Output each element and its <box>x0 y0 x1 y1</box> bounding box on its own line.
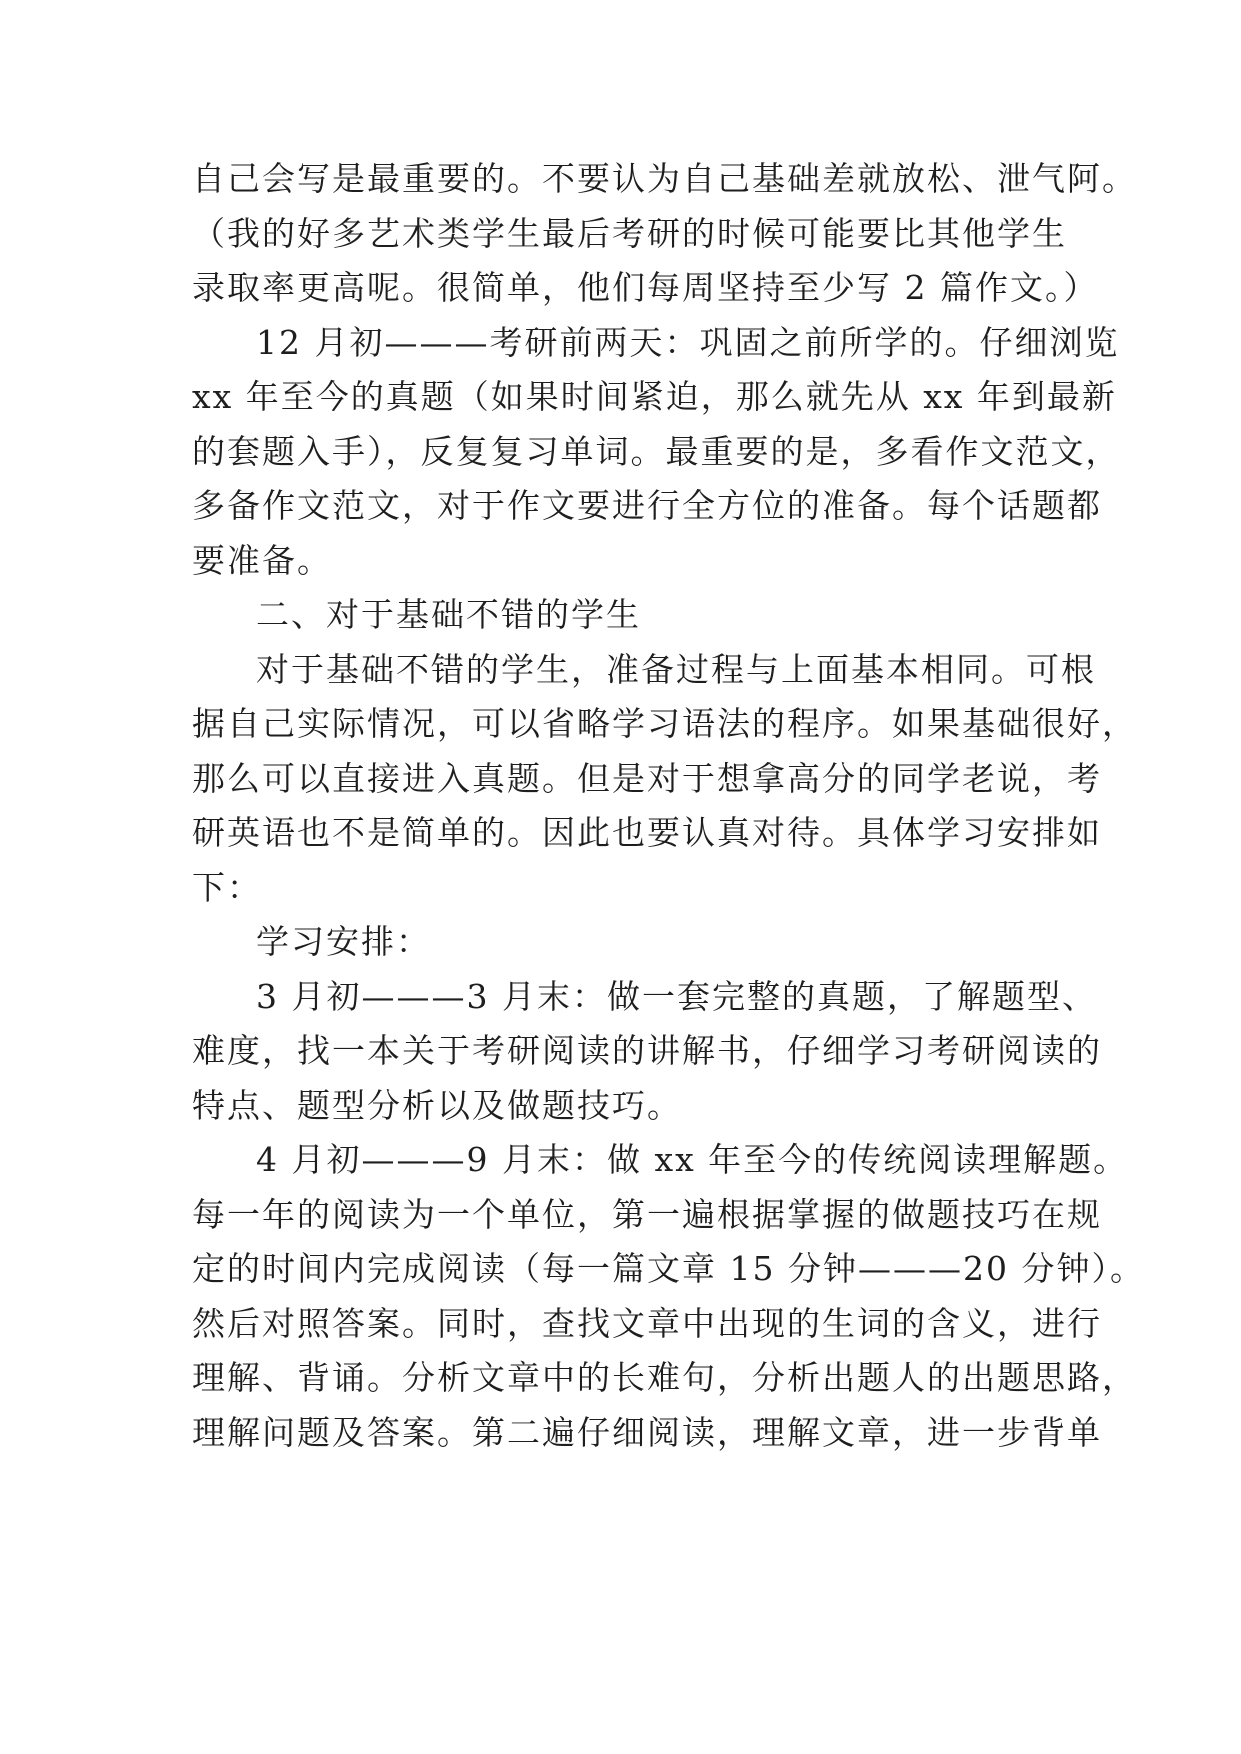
text-line: 多备作文范文，对于作文要进行全方位的准备。每个话题都 <box>192 486 1102 525</box>
text-line: xx 年至今的真题（如果时间紧迫，那么就先从 xx 年到最新 <box>192 377 1117 416</box>
text-line: 二、对于基础不错的学生 <box>256 595 641 634</box>
text-line: 难度，找一本关于考研阅读的讲解书，仔细学习考研阅读的 <box>192 1031 1102 1070</box>
paragraph-1 <box>192 152 1137 316</box>
text-line: 4 月初———9 月末：做 xx 年至今的传统阅读理解题。 <box>256 1140 1129 1179</box>
text-line: 要准备。 <box>192 540 332 580</box>
subheading <box>192 915 1052 970</box>
section-heading <box>192 588 1052 643</box>
text-line: 然后对照答案。同时，查找文章中出现的生词的含义，进行 <box>192 1303 1102 1343</box>
paragraph-2 <box>192 316 1121 589</box>
text-line: 自己会写是最重要的。不要认为自己基础差就放松、泄气阿。 <box>192 159 1137 198</box>
text-line: 定的时间内完成阅读（每一篇文章 15 分钟———20 分钟）。 <box>192 1249 1145 1288</box>
text-line: 理解问题及答案。第二遍仔细阅读，理解文章，进一步背单 <box>192 1412 1102 1452</box>
text-line: 3 月初———3 月末：做一套完整的真题，了解题型、 <box>256 976 1097 1016</box>
paragraph-4 <box>192 970 1102 1134</box>
text-line: 理解、背诵。分析文章中的长难句，分析出题人的出题思路， <box>192 1358 1137 1397</box>
paragraph-3 <box>192 643 1137 916</box>
text-line: 12 月初———考研前两天：巩固之前所学的。仔细浏览 <box>256 322 1120 362</box>
document-body <box>192 152 1145 1460</box>
text-line: 特点、题型分析以及做题技巧。 <box>192 1085 682 1125</box>
paragraph-5 <box>192 1133 1145 1460</box>
text-line: 据自己实际情况，可以省略学习语法的程序。如果基础很好， <box>192 704 1137 743</box>
text-line: 下： <box>192 867 262 907</box>
text-line: （我的好多艺术类学生最后考研的时候可能要比其他学生 <box>192 213 1067 253</box>
text-line: 学习安排： <box>256 922 431 961</box>
text-line: 每一年的阅读为一个单位，第一遍根据掌握的做题技巧在规 <box>192 1194 1102 1234</box>
text-line: 录取率更高呢。很简单，他们每周坚持至少写 2 篇作文。） <box>192 268 1099 307</box>
text-line: 对于基础不错的学生，准备过程与上面基本相同。可根 <box>256 649 1096 689</box>
text-line: 的套题入手），反复复习单词。最重要的是，多看作文范文， <box>192 431 1121 471</box>
text-line: 那么可以直接进入真题。但是对于想拿高分的同学老说，考 <box>192 758 1102 798</box>
text-line: 研英语也不是简单的。因此也要认真对待。具体学习安排如 <box>192 813 1102 852</box>
